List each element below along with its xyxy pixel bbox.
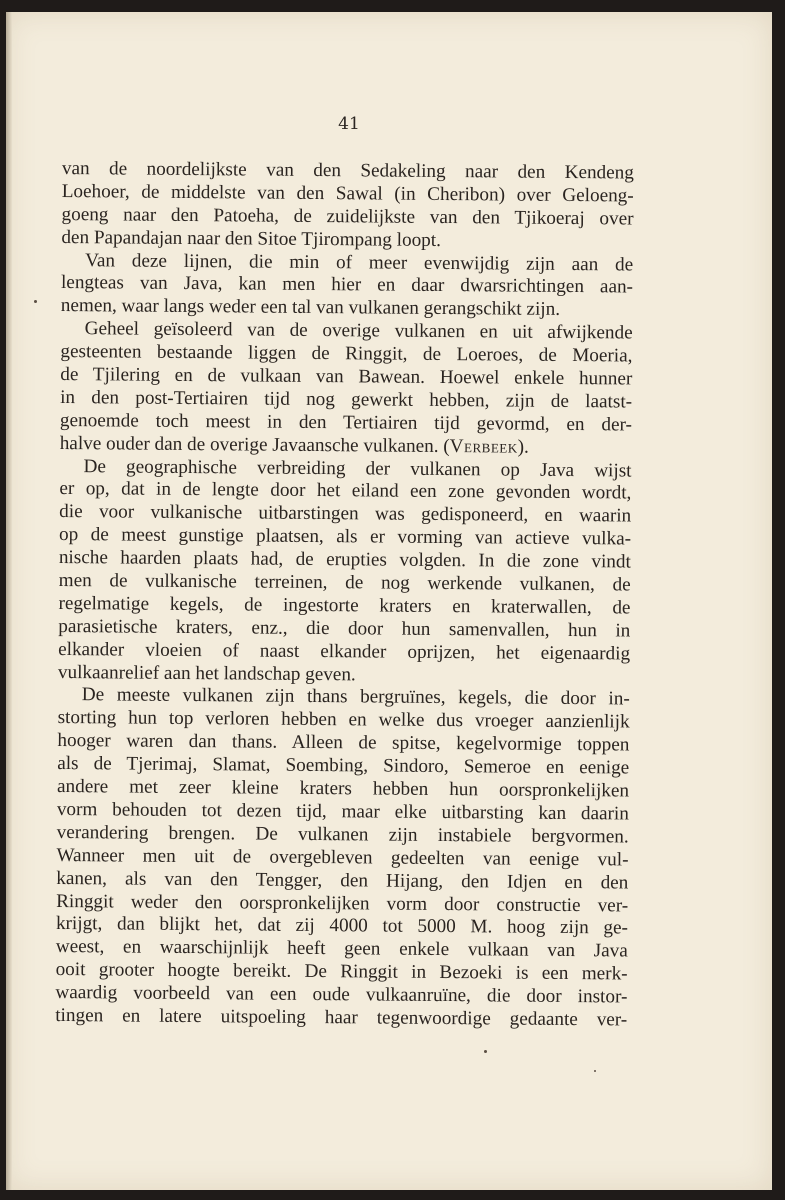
- page-number: 41: [338, 114, 360, 134]
- text-line: Van deze lijnen, die min of meer evenwijdig zijn aan de: [85, 249, 634, 276]
- text-line: ooit grooter hoogte bereikt. De Ringgit in Bezoeki is een merk-: [55, 959, 628, 985]
- citation-author: Verbeek: [449, 435, 518, 458]
- text-line: De geographische verbreiding der vulkanen op Java wijst: [83, 455, 632, 482]
- text-line: er op, dat in de lengte door het eiland een zone gevonden wordt,: [59, 478, 632, 504]
- book-page: [6, 12, 772, 1190]
- text-line: gesteenten bestaande liggen de Ringgit, de Loeroes, de Moeria,: [60, 341, 633, 367]
- text-line: goeng naar den Patoeha, de zuidelijkste van den Tjikoeraj over: [61, 203, 634, 230]
- text-line: nische haarden plaats had, de erupties volgden. In die zone vindt: [58, 547, 631, 573]
- text-line: lengteas van Java, kan men hier en daar dwarsrichtingen aan-: [60, 272, 634, 298]
- ink-speck: [594, 1070, 596, 1072]
- text-line: van de noordelijkste van den Sedakeling naar den Kendeng: [61, 158, 634, 184]
- text-line: krijgt, dan blijkt het, dat zij 4000 tot 5000 M. hoog zijn ge-: [55, 913, 629, 939]
- text-line: kanen, als van den Tengger, den Hijang, den Idjen en den: [56, 867, 629, 894]
- text-line: op de meest gunstige plaatsen, als er vorming van actieve vulka-: [58, 524, 632, 550]
- text-line: genoemde toch meest in den Tertiairen tijd gevormd, en der-: [59, 409, 633, 436]
- text-line: De meeste vulkanen zijn thans bergruïnes, kegels, die door in-: [81, 684, 630, 710]
- page-gutter-edge: [6, 12, 12, 1190]
- text-line: storting hun top verloren hebben en welke dus vroeger aanzienlijk: [57, 707, 630, 733]
- text-line: elkander vloeien of naast elkander oprijzen, het eigenaardig: [58, 638, 631, 665]
- text-line: weest, en waarschijnlijk heeft geen enkele vulkaan van Java: [55, 936, 628, 962]
- text-line: als de Tjerimaj, Slamat, Soembing, Sindoro, Semeroe en eenige: [57, 753, 630, 779]
- text-line: vulkaanrelief aan het landschap geven.: [57, 661, 356, 685]
- text-line: Loehoer, de middelste van den Sawal (in Cheribon) over Geloeng-: [61, 180, 634, 207]
- text-line: de Tjilering en de vulkaan van Bawean. Hoewel enkele hunner: [60, 364, 633, 390]
- text-line: die voor vulkanische uitbarstingen was gedisponeerd, en waarin: [59, 501, 632, 527]
- body-text: [55, 158, 634, 1032]
- text-line: nemen, waar langs weder een tal van vulkanen gerangschikt zijn.: [60, 295, 561, 321]
- text-line: Wanneer men uit de overgebleven gedeelten van eenige vul-: [56, 844, 629, 871]
- text-line: waardig voorbeeld van een oude vulkaanruïne, die door instor-: [55, 982, 628, 1008]
- text-line: regelmatige kegels, de ingestorte kraters en kraterwallen, de: [58, 592, 631, 619]
- ink-speck: [34, 300, 37, 303]
- text-line: tingen en latere uitspoeling haar tegenwoordige gedaante ver-: [55, 1004, 628, 1031]
- text-line: verandering brengen. De vulkanen zijn instabiele bergvormen.: [56, 821, 629, 848]
- text-line: andere met zeer kleine kraters hebben hun oorspronkelijken: [56, 776, 630, 802]
- text-line: parasietische kraters, enz., die door hun samenvallen, hun in: [58, 615, 631, 642]
- text-line: men de vulkanische terreinen, de nog werkende vulkanen, de: [58, 570, 631, 596]
- citation-suffix: ).: [517, 436, 529, 458]
- text-line: den Papandajan naar den Sitoe Tjirompang loopt.: [61, 226, 442, 251]
- text-line: Geheel geïsoleerd van de overige vulkanen en uit afwijkende: [84, 318, 633, 344]
- text-line: Ringgit weder den oorspronkelijken vorm door constructie ver-: [56, 890, 629, 916]
- text-line: hooger waren dan thans. Alleen de spitse, kegelvormige toppen: [57, 730, 630, 756]
- citation-prefix: halve ouder dan de overige Javaansche vulkanen. (: [59, 432, 450, 457]
- text-line: vorm behouden tot dezen tijd, maar elke uitbarsting kan daarin: [56, 798, 629, 825]
- ink-speck: [484, 1050, 487, 1053]
- text-line: in den post-Tertiairen tijd nog gewerkt hebben, zijn de laatst-: [60, 386, 633, 413]
